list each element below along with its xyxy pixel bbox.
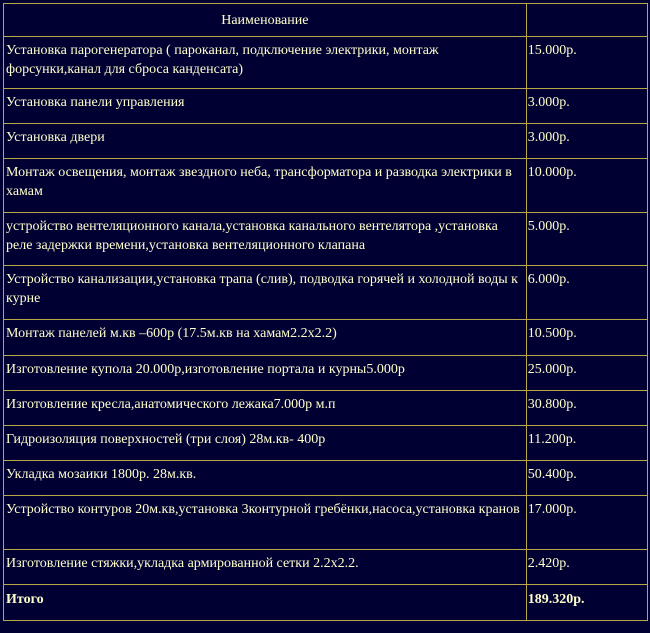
table-row <box>4 461 648 496</box>
table-row <box>4 496 648 550</box>
row-name-cell: Монтаж освещения, монтаж звездного неба, трансформатора и разводка электрики в хамам <box>4 159 527 213</box>
row-price-cell: 50.400р. <box>526 461 647 496</box>
row-price-cell: 15.000р. <box>526 37 647 89</box>
table-row <box>4 37 648 89</box>
total-label: Итого <box>4 585 527 621</box>
table-row <box>4 391 648 426</box>
table-row <box>4 550 648 585</box>
table-row <box>4 356 648 391</box>
row-price-cell: 5.000р. <box>526 213 647 266</box>
header-name-cell <box>4 4 527 37</box>
total-row <box>4 585 648 621</box>
row-price-cell: 25.000р. <box>526 356 647 391</box>
row-price-cell: 2.420р. <box>526 550 647 585</box>
row-price-cell: 10.500р. <box>526 320 647 356</box>
table-row <box>4 426 648 461</box>
row-name-cell: Устройство контуров 20м.кв,установка 3контурной гребёнки,насоса,установка кранов <box>4 496 527 550</box>
row-price-cell: 3.000р. <box>526 124 647 159</box>
row-name-cell: Монтаж панелей м.кв –600р (17.5м.кв на хамам2.2х2.2) <box>4 320 527 356</box>
row-name-cell: Установка панели управления <box>4 89 527 124</box>
row-price-cell: 10.000р. <box>526 159 647 213</box>
row-name-cell: Изготовление купола 20.000р,изготовление портала и курны5.000р <box>4 356 527 391</box>
table-row <box>4 89 648 124</box>
table-row <box>4 266 648 320</box>
row-price-cell: 11.200р. <box>526 426 647 461</box>
row-name-cell: Изготовление стяжки,укладка армированной сетки 2.2х2.2. <box>4 550 527 585</box>
row-name-cell: Установка двери <box>4 124 527 159</box>
row-price-cell: 17.000р. <box>526 496 647 550</box>
row-name-cell: Установка парогенератора ( пароканал, подключение электрики, монтаж форсунки,канал для сброса канденсата) <box>4 37 527 89</box>
row-name-cell: Гидроизоляция поверхностей (три слоя) 28м.кв- 400р <box>4 426 527 461</box>
row-name-cell: Укладка мозаики 1800р. 28м.кв. <box>4 461 527 496</box>
row-price-cell: 3.000р. <box>526 89 647 124</box>
row-price-cell: 30.800р. <box>526 391 647 426</box>
header-price-cell <box>526 4 647 37</box>
row-name-cell: Устройство канализации,установка трапа (слив), подводка горячей и холодной воды к курне <box>4 266 527 320</box>
table-row <box>4 320 648 356</box>
table-header-row <box>4 4 648 37</box>
row-name-cell: Изготовление кресла,анатомического лежака7.000р м.п <box>4 391 527 426</box>
price-table <box>3 3 648 621</box>
row-price-cell: 6.000р. <box>526 266 647 320</box>
table-row <box>4 124 648 159</box>
row-name-cell: устройство вентеляционного канала,установка канального вентелятора ,установка реле задержки времени,установка вентеляционного клапана <box>4 213 527 266</box>
total-value: 189.320р. <box>526 585 647 621</box>
header-name-label: Наименование <box>221 12 309 28</box>
table-row <box>4 159 648 213</box>
table-row <box>4 213 648 266</box>
